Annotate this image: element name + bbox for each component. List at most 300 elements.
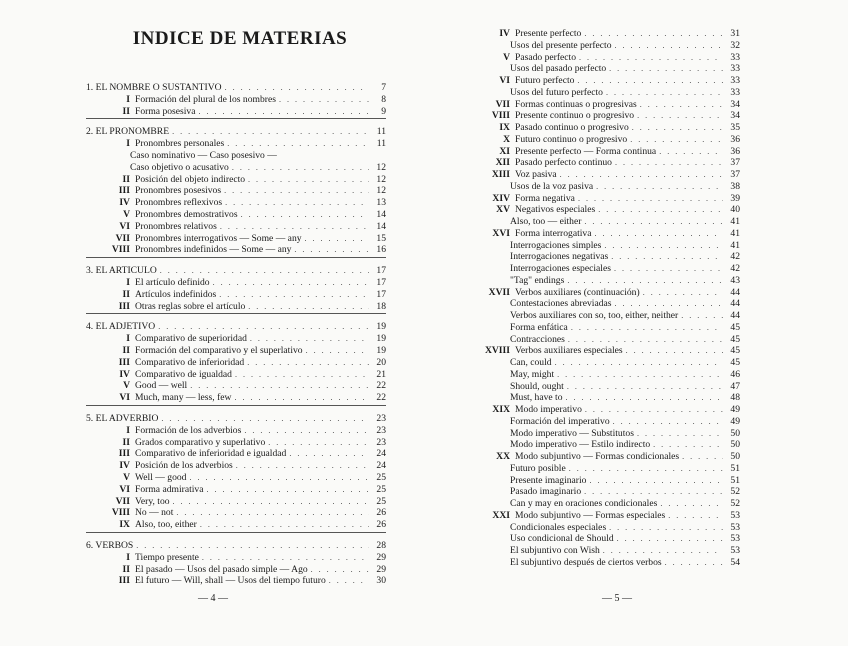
dot-leader	[614, 263, 723, 275]
toc-page-number: 41	[730, 227, 740, 239]
dot-leader	[161, 413, 369, 425]
dot-leader	[568, 334, 723, 346]
toc-page-number: 17	[376, 265, 386, 277]
toc-entry-number: IV	[499, 28, 510, 39]
toc-entry	[510, 428, 740, 440]
dot-leader	[160, 265, 369, 277]
toc-page-number: 52	[730, 486, 740, 498]
toc-entry-text: Forma enfática	[510, 321, 568, 333]
dot-leader	[589, 475, 723, 487]
toc-entry-text: 5. EL ADVERBIO	[86, 413, 159, 424]
toc-entry	[96, 437, 386, 449]
toc-entry-text: Contestaciones abreviadas	[510, 298, 612, 310]
toc-entry	[96, 448, 386, 460]
toc-page-number: 19	[376, 321, 386, 333]
toc-entry-number: XIII	[491, 169, 510, 180]
toc-entry-text: Pasado continuo o progresivo	[515, 122, 629, 133]
toc-page-number: 38	[730, 180, 740, 192]
toc-entry	[458, 28, 740, 40]
toc-entry	[510, 439, 740, 451]
dot-leader	[136, 540, 369, 552]
toc-entry-number: I	[126, 138, 130, 150]
toc-entry-text: Pronombres interrogativos — Some — any	[135, 232, 302, 244]
toc-page-number: 45	[730, 345, 740, 357]
dot-leader	[615, 157, 723, 169]
toc-entry-text: Must, have to	[510, 392, 563, 404]
toc-entry-text: Presente continuo o progresivo	[515, 110, 635, 122]
toc-entry-text: Contracciones	[510, 333, 565, 345]
toc-entry-text: Usos del futuro perfecto	[510, 86, 603, 98]
dot-leader	[584, 28, 723, 40]
section-divider	[86, 532, 386, 533]
toc-entry	[458, 157, 740, 169]
toc-page-number: 23	[376, 424, 386, 436]
toc-entry-number: III	[118, 300, 130, 312]
page-title: INDICE DE MATERIAS	[132, 28, 348, 49]
toc-entry	[458, 169, 740, 181]
toc-entry	[96, 174, 386, 186]
toc-entry	[510, 181, 740, 193]
toc-page-number: 29	[376, 551, 386, 563]
toc-entry	[510, 216, 740, 228]
toc-entry-text: Forma negativa	[515, 192, 575, 204]
dot-leader	[158, 321, 369, 333]
dot-leader	[577, 75, 723, 87]
toc-entry-text: Formación del imperativo	[510, 415, 610, 427]
toc-entry-text: Formación de los adverbios	[135, 424, 242, 436]
toc-entry-number: III	[118, 448, 130, 460]
toc-entry-text: Pronombres demostrativos	[135, 209, 238, 220]
toc-entry-text: Forma interrogativa	[515, 227, 592, 239]
toc-entry	[510, 298, 740, 310]
toc-page-number: 29	[376, 563, 386, 575]
toc-page-number: 53	[730, 533, 740, 545]
toc-entry	[96, 507, 386, 519]
toc-entry	[96, 575, 386, 587]
toc-page-number: 45	[730, 321, 740, 333]
toc-page-number: 52	[730, 498, 740, 509]
toc-page-number: 47	[730, 380, 740, 392]
toc-page-number: 22	[376, 380, 386, 392]
dot-leader	[225, 197, 369, 209]
toc-entry	[458, 52, 740, 64]
toc-entry-number: V	[123, 209, 130, 220]
toc-entry-number: VI	[499, 75, 510, 86]
toc-entry-text: Presente perfecto	[515, 28, 582, 39]
toc-entry-text: Forma admirativa	[135, 483, 204, 495]
toc-entry-text: Verbos auxiliares con so, too, either, neither	[510, 310, 679, 321]
toc-page-number: 17	[376, 277, 386, 288]
dot-leader	[176, 507, 369, 519]
toc-entry-text: Formación del comparativo y el superlativo	[135, 345, 303, 356]
toc-page-number: 25	[376, 495, 386, 507]
toc-entry-number: II	[122, 105, 130, 117]
toc-entry-number: XII	[495, 157, 510, 169]
toc-entry	[458, 134, 740, 146]
toc-entry-text: El futuro — Will, shall — Usos del tiempo futuro	[135, 575, 326, 587]
toc-entry	[510, 263, 740, 275]
section-divider	[86, 405, 386, 406]
section-divider	[86, 257, 386, 258]
dot-leader	[613, 416, 723, 428]
dot-leader	[329, 575, 369, 587]
toc-page-number: 45	[730, 357, 740, 368]
dot-leader	[235, 369, 369, 381]
dot-leader	[224, 185, 369, 197]
dot-leader	[172, 126, 369, 138]
toc-page-number: 44	[730, 286, 740, 298]
dot-leader	[268, 437, 369, 449]
toc-entry-text: Modo subjuntivo — Formas especiales	[515, 509, 666, 521]
toc-page-number: 51	[730, 474, 740, 486]
dot-leader	[604, 240, 723, 252]
toc-entry-number: XI	[499, 145, 510, 157]
toc-entry-number: II	[122, 345, 130, 356]
toc-entry-text: 4. EL ADJETIVO	[86, 321, 156, 333]
toc-entry-number: VII	[115, 495, 130, 507]
toc-page-number: 35	[730, 122, 740, 133]
dot-leader	[566, 392, 724, 404]
toc-page-number: 19	[376, 333, 386, 345]
toc-section	[86, 321, 386, 333]
toc-entry	[96, 369, 386, 381]
toc-page-number: 36	[730, 145, 740, 157]
dot-leader	[596, 181, 723, 193]
toc-page-number: 7	[381, 82, 386, 93]
toc-page-number: 36	[730, 133, 740, 145]
toc-page-number: 34	[730, 98, 740, 110]
toc-entry-text: Modo subjuntivo — Formas condicionales	[515, 451, 680, 462]
toc-page-number: 33	[730, 51, 740, 63]
dot-leader	[311, 564, 369, 576]
toc-page-number: 37	[730, 169, 740, 180]
toc-entry	[510, 533, 740, 545]
toc-page-number: 26	[376, 519, 386, 531]
toc-entry-text: Pronombres indefinidos — Some — any	[135, 244, 292, 256]
toc-entry-number: VIII	[111, 244, 130, 256]
toc-page-number: 24	[376, 448, 386, 460]
toc-entry-number: X	[503, 133, 510, 145]
toc-page-number: 11	[376, 126, 386, 138]
dot-leader	[241, 209, 369, 221]
toc-entry-text: Also, too, either	[135, 519, 197, 531]
toc-entry-text: Good — well	[135, 380, 188, 392]
dot-leader	[220, 221, 369, 233]
dot-leader	[615, 40, 724, 52]
toc-entry-number: VI	[119, 220, 130, 232]
toc-entry-number: XIX	[492, 404, 510, 415]
dot-leader	[279, 94, 369, 106]
toc-entry-text: Comparativo de inferioridad	[135, 356, 245, 368]
toc-page-number: 51	[730, 462, 740, 474]
toc-entry	[510, 63, 740, 75]
toc-entry-number: VI	[119, 392, 130, 404]
toc-page-number: 12	[376, 185, 386, 197]
toc-page-number: 33	[730, 86, 740, 98]
toc-entry	[96, 460, 386, 472]
toc-entry-text: Formación del plural de los nombres	[135, 93, 276, 105]
toc-entry	[510, 275, 740, 287]
toc-entry-text: Pasado perfecto	[515, 51, 577, 63]
page-number-left: — 4 —	[198, 593, 228, 604]
dot-leader	[569, 463, 723, 475]
toc-page-number: 33	[730, 75, 740, 86]
toc-entry-text: Otras reglas sobre el artículo	[135, 300, 246, 312]
toc-entry	[96, 289, 386, 301]
toc-entry	[96, 185, 386, 197]
toc-entry-number: V	[503, 51, 510, 63]
toc-entry-text: Usos de la voz pasiva	[510, 180, 594, 192]
toc-entry-text: Can, could	[510, 357, 552, 368]
toc-entry-text: El pasado — Usos del pasado simple — Ago	[135, 563, 308, 575]
toc-page-number: 41	[730, 216, 740, 227]
toc-entry-text: Presente perfecto — Forma continua	[515, 145, 657, 157]
toc-entry	[96, 380, 386, 392]
toc-entry-text: Caso nominativo — Caso posesivo —	[130, 150, 277, 161]
toc-entry-text: Condicionales especiales	[510, 521, 607, 533]
toc-entry	[458, 404, 740, 416]
toc-entry	[458, 75, 740, 87]
toc-page-number: 17	[376, 288, 386, 300]
toc-entry-text: 6. VERBOS	[86, 540, 134, 551]
toc-section	[86, 82, 386, 94]
dot-leader	[584, 486, 723, 498]
toc-page-number: 28	[376, 540, 386, 551]
dot-leader	[579, 52, 723, 64]
dot-leader	[200, 519, 369, 531]
dot-leader	[643, 287, 723, 299]
dot-leader	[248, 301, 369, 313]
dot-leader	[660, 498, 723, 510]
toc-entry	[510, 557, 740, 569]
toc-page-number: 31	[730, 28, 740, 39]
dot-leader	[606, 87, 723, 99]
dot-leader	[173, 496, 369, 508]
toc-entry	[510, 463, 740, 475]
toc-entry	[96, 552, 386, 564]
toc-entry	[510, 240, 740, 252]
toc-entry-number: XVII	[488, 286, 510, 298]
toc-entry	[510, 87, 740, 99]
toc-entry	[96, 301, 386, 313]
dot-leader	[682, 451, 723, 463]
toc-entry-text: Pasado imaginario	[510, 486, 582, 498]
toc-entry-text: "Tag" endings	[510, 274, 565, 286]
toc-entry-text: Artículos indefinidos	[135, 288, 217, 300]
toc-entry-number: II	[122, 563, 130, 575]
dot-leader	[653, 439, 723, 451]
toc-entry	[96, 233, 386, 245]
dot-leader	[189, 472, 369, 484]
dot-leader	[244, 425, 369, 437]
toc-page-number: 39	[730, 192, 740, 204]
toc-entry-text: Should, ought	[510, 380, 564, 392]
toc-entry-number: VIII	[111, 507, 130, 519]
toc-entry-text: Modo imperativo	[515, 404, 582, 415]
dot-leader	[213, 277, 369, 289]
toc-entry	[96, 472, 386, 484]
toc-entry-text: Forma posesiva	[135, 105, 196, 117]
toc-entry-text: Much, many — less, few	[135, 392, 232, 404]
toc-entry-number: II	[122, 173, 130, 185]
toc-entry-text: Interrogaciones negativas	[510, 251, 609, 263]
toc-entry-text: Comparativo de inferioridad e igualdad	[135, 448, 287, 460]
toc-entry-number: V	[123, 472, 130, 483]
toc-entry-text: El artículo definido	[135, 277, 210, 288]
dot-leader	[632, 122, 723, 134]
toc-entry-number: XIV	[492, 192, 510, 204]
toc-page-number: 25	[376, 472, 386, 483]
dot-leader	[206, 484, 369, 496]
dot-leader	[567, 275, 723, 287]
toc-entry	[510, 486, 740, 498]
toc-entry	[458, 451, 740, 463]
dot-leader	[560, 169, 723, 181]
toc-entry-number: II	[122, 436, 130, 448]
toc-entry-text: Also, too — either	[510, 216, 582, 227]
toc-entry-text: Pronombres posesivos	[135, 185, 222, 197]
toc-page-number: 50	[730, 427, 740, 439]
toc-entry	[458, 99, 740, 111]
toc-page-number: 40	[730, 204, 740, 216]
dot-leader	[609, 63, 723, 75]
dot-leader	[289, 448, 369, 460]
dot-leader	[227, 138, 369, 150]
toc-page-number: 14	[376, 209, 386, 220]
toc-page-number: 43	[730, 274, 740, 286]
toc-entry	[96, 106, 386, 118]
dot-leader	[630, 134, 723, 146]
toc-entry-number: III	[118, 185, 130, 197]
section-divider	[86, 118, 386, 119]
toc-page-number: 41	[730, 239, 740, 251]
toc-entry	[510, 392, 740, 404]
dot-leader	[603, 545, 723, 557]
toc-entry-text: Modo imperativo — Estilo indirecto	[510, 439, 651, 451]
toc-entry-text: Comparativo de superioridad	[135, 333, 247, 345]
toc-entry-text: Interrogaciones simples	[510, 239, 602, 251]
toc-section	[86, 413, 386, 425]
toc-entry	[510, 522, 740, 534]
toc-page-number: 16	[376, 244, 386, 256]
toc-entry-number: II	[122, 288, 130, 300]
toc-page-number: 53	[730, 521, 740, 533]
toc-page-number: 42	[730, 251, 740, 263]
toc-entry	[510, 416, 740, 428]
dot-leader	[199, 106, 370, 118]
toc-entry-text: Can y may en oraciones condicionales	[510, 498, 658, 509]
toc-entry	[458, 228, 740, 240]
toc-entry-number: XVIII	[484, 345, 510, 357]
toc-entry-text: Posición del objeto indirecto	[135, 173, 246, 185]
toc-entry	[130, 150, 386, 162]
toc-entry	[96, 277, 386, 289]
toc-entry	[458, 345, 740, 357]
dot-leader	[305, 233, 369, 245]
toc-page-number: 49	[730, 404, 740, 415]
toc-entry-number: I	[126, 333, 130, 345]
dot-leader	[236, 460, 369, 472]
toc-entry	[458, 110, 740, 122]
toc-entry-number: IX	[119, 519, 130, 531]
toc-entry-number: I	[126, 277, 130, 288]
dot-leader	[615, 298, 724, 310]
toc-entry-number: XV	[496, 204, 510, 216]
toc-entry-text: Pasado perfecto continuo	[515, 157, 612, 169]
toc-entry-text: 2. EL PRONOMBRE	[86, 126, 170, 138]
dot-leader	[584, 216, 723, 228]
toc-section	[86, 265, 386, 277]
toc-entry-text: Presente imaginario	[510, 474, 587, 486]
toc-page-number: 34	[730, 110, 740, 122]
toc-entry-text: Tiempo presente	[135, 551, 199, 563]
toc-page-number: 19	[376, 345, 386, 356]
dot-leader	[578, 193, 723, 205]
toc-entry	[510, 322, 740, 334]
toc-entry-text: Modo imperativo — Substitutos	[510, 427, 634, 439]
dot-leader	[626, 345, 723, 357]
toc-entry-number: XX	[496, 451, 510, 462]
toc-entry	[96, 392, 386, 404]
dot-leader	[202, 552, 369, 564]
dot-leader	[567, 381, 723, 393]
toc-entry	[96, 197, 386, 209]
dot-leader	[250, 333, 369, 345]
toc-entry	[96, 209, 386, 221]
toc-entry	[510, 475, 740, 487]
toc-page-number: 14	[376, 220, 386, 232]
toc-entry	[510, 357, 740, 369]
toc-page-number: 12	[376, 173, 386, 185]
toc-entry-text: Very, too	[135, 495, 170, 507]
toc-page-number: 46	[730, 368, 740, 380]
toc-entry	[96, 564, 386, 576]
toc-entry-text: No — not	[135, 507, 174, 519]
toc-entry-number: III	[118, 356, 130, 368]
toc-entry	[96, 496, 386, 508]
toc-entry	[510, 251, 740, 263]
dot-leader	[232, 162, 369, 174]
toc-entry	[96, 484, 386, 496]
toc-entry-number: XVI	[492, 227, 510, 239]
toc-page-number: 22	[376, 392, 386, 404]
toc-page-number: 30	[376, 575, 386, 587]
toc-entry-text: Caso objetivo o acusativo	[130, 161, 229, 173]
dot-leader	[640, 99, 723, 111]
toc-page-number: 15	[376, 232, 386, 244]
toc-entry-number: I	[126, 551, 130, 563]
toc-entry-text: Pronombres personales	[135, 138, 225, 150]
dot-leader	[247, 357, 369, 369]
section-divider	[86, 313, 386, 314]
toc-entry	[458, 287, 740, 299]
toc-section	[86, 540, 386, 552]
dot-leader	[659, 146, 723, 158]
toc-entry-number: I	[126, 424, 130, 436]
toc-entry	[130, 162, 386, 174]
toc-entry	[96, 519, 386, 531]
toc-page-number: 25	[376, 483, 386, 495]
toc-entry-number: VII	[115, 232, 130, 244]
toc-entry-number: IV	[119, 197, 130, 209]
dot-leader	[594, 228, 723, 240]
toc-entry	[96, 94, 386, 106]
toc-entry	[458, 146, 740, 158]
toc-entry-number: VI	[119, 483, 130, 495]
toc-entry-text: Verbos auxiliares especiales	[515, 345, 623, 357]
toc-entry-text: Grados comparativo y superlativo	[135, 436, 266, 448]
toc-entry	[96, 425, 386, 437]
